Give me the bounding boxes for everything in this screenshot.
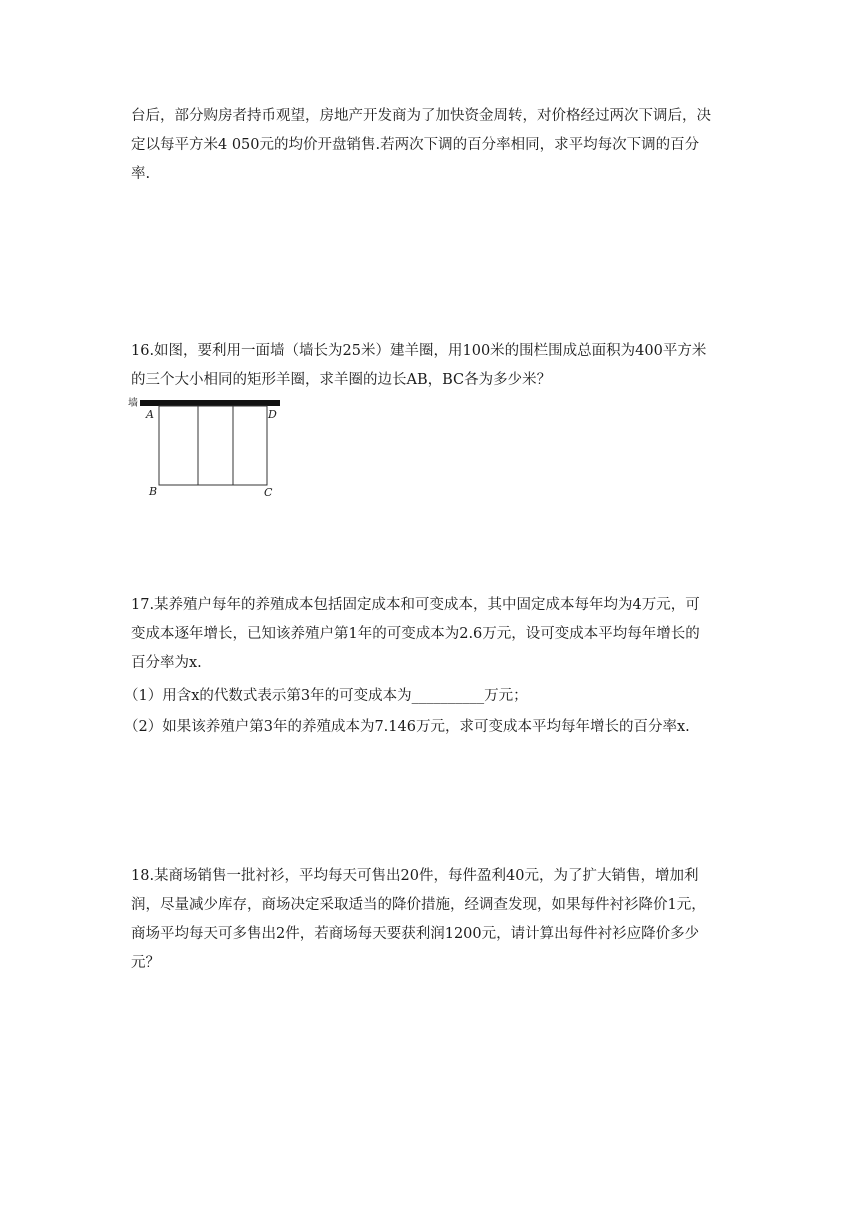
- point-b-label: B: [149, 485, 158, 498]
- problem-16-line-1: 16.如图，要利用一面墙（墙长为25米）建羊圈，用100米的围栏围成总面积为400平方米: [131, 343, 707, 359]
- problem-18-line-4: 元？: [131, 955, 160, 971]
- pen-outline: [159, 406, 267, 485]
- problem-15-line-1: 台后，部分购房者持币观望，房地产开发商为了加快资金周转，对价格经过两次下调后，决: [131, 108, 711, 124]
- point-c-label: C: [264, 486, 273, 499]
- problem-17-line-3: 百分率为x.: [131, 655, 202, 671]
- problem-17-line-2: 变成本逐年增长，已知该养殖户第1年的可变成本为2.6万元，设可变成本平均每年增长的: [131, 626, 700, 642]
- sheep-pen-diagram: [128, 396, 288, 500]
- wall-label: 墙: [128, 398, 138, 409]
- wall-bar: [140, 400, 280, 406]
- problem-18-line-1: 18.某商场销售一批衬衫，平均每天可售出20件，每件盈利40元，为了扩大销售，增加利: [131, 868, 699, 884]
- problem-15-line-3: 率.: [131, 166, 151, 182]
- problem-15-line-2: 定以每平方米4 050元的均价开盘销售.若两次下调的百分率相同，求平均每次下调的百分: [131, 137, 700, 153]
- point-d-label: D: [268, 408, 277, 421]
- problem-17-part-2: （2）如果该养殖户第3年的养殖成本为7.146万元，求可变成本平均每年增长的百分率x.: [124, 719, 690, 735]
- point-a-label: A: [146, 408, 154, 421]
- problem-17-part-1: （1）用含x的代数式表示第3年的可变成本为__________万元；: [124, 688, 528, 704]
- problem-18-line-2: 润，尽量减少库存，商场决定采取适当的降价措施，经调查发现，如果每件衬衫降价1元，: [131, 897, 706, 913]
- problem-16-line-2: 的三个大小相同的矩形羊圈，求羊圈的边长AB，BC各为多少米？: [131, 372, 552, 388]
- problem-17-line-1: 17.某养殖户每年的养殖成本包括固定成本和可变成本，其中固定成本每年均为4万元，可: [131, 597, 700, 613]
- problem-18-line-3: 商场平均每天可多售出2件，若商场每天要获利润1200元，请计算出每件衬衫应降价多少: [131, 926, 700, 942]
- sheep-pen-figure: [128, 396, 288, 500]
